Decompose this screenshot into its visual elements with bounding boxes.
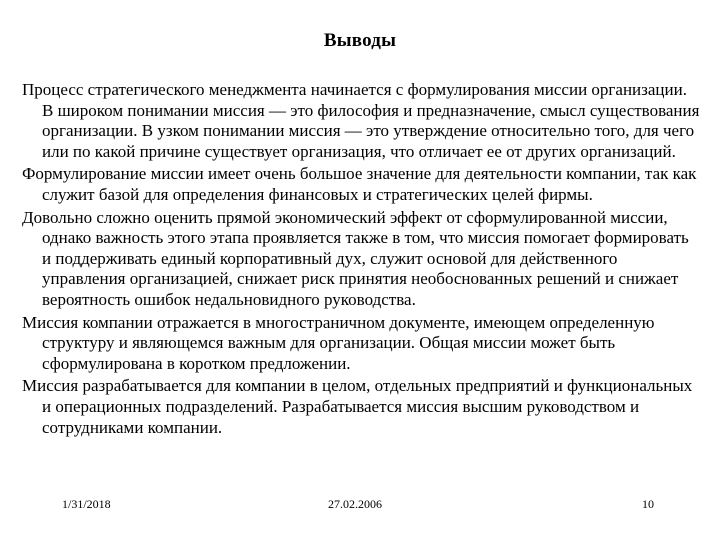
paragraph-mission-effect: Довольно сложно оценить прямой экономический эффект от сформулированной миссии, однако важность этого этапа проявляется также в том, что миссия помогает формировать и поддерживать единый корпоративный дух, служит основой для действенного управления организацией, снижает риск принятия необоснованных решений и снижает вероятность ошибок недальновидного руководства. — [22, 207, 689, 309]
paragraph-mission-document: Миссия компании отражается в многостраничном документе, имеющем определенную структуру и являющемся важным для организации. Общая миссии может быть сформулирована в коротком предложении. — [22, 312, 655, 373]
footer-date-center: 27.02.2006 — [328, 497, 382, 511]
paragraph-mission-importance: Формулирование миссии имеет очень большое значение для деятельности компании, так как служит базой для определения финансовых и стратегических целей фирмы. — [22, 164, 697, 204]
slide-title: Выводы — [323, 30, 397, 51]
footer-page-number: 10 — [642, 497, 654, 511]
slide-body — [22, 80, 702, 440]
paragraph-mission-definition: Процесс стратегического менеджмента начинается с формулирования миссии организации. В широком понимании миссия — это философия и предназначение, смысл существования организации. В узком понимании миссия — это утверждение относительно того, для чего или по какой причине существует организация, что отличает ее от других организаций. — [22, 80, 700, 161]
footer-date-left: 1/31/2018 — [62, 497, 111, 511]
paragraph-mission-development: Миссия разрабатывается для компании в целом, отдельных предприятий и функциональных и операционных подразделений. Разрабатывается миссия высшим руководством и сотрудниками компании. — [22, 376, 693, 437]
